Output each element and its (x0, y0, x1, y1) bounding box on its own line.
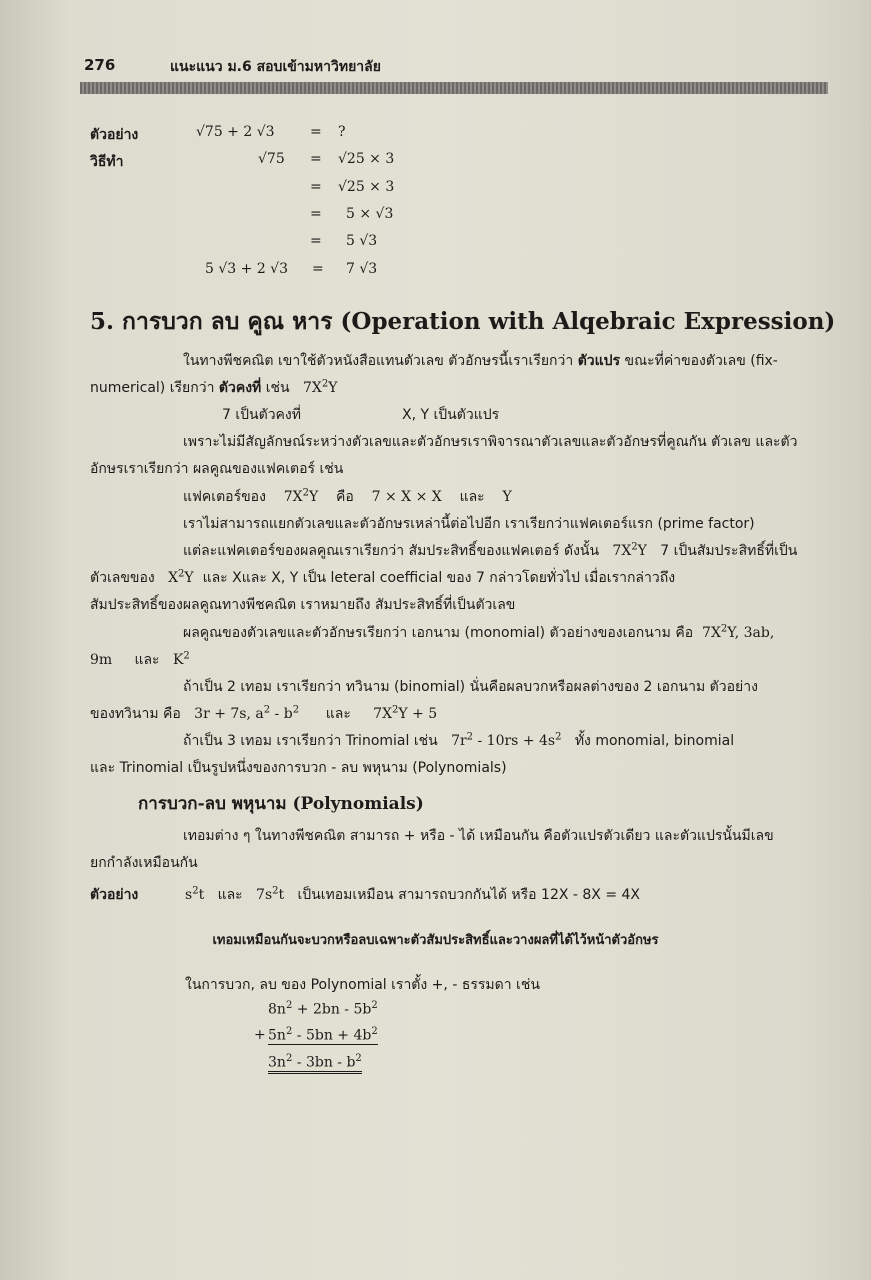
method-label: วิธีทำ (90, 154, 124, 170)
addition-row1: $8n^2 + 2bn - 5b^2$ (268, 1000, 378, 1018)
para7-line1: ถ้าเป็น 3 เทอม เราเรียกว่า Trinomial เช่น $7r^2 - 10rs + 4s^2$ ทั้ง monomial, binomial (183, 731, 735, 749)
para1-line3b: X, Y เป็นตัวแปร (402, 407, 500, 423)
addition-result: $3n^2 - 3bn - b^2$ (268, 1053, 362, 1074)
example1-eq: = (310, 124, 322, 140)
method-line6-eq: = (312, 261, 324, 277)
para8-line1: เทอมต่าง ๆ ในทางพีชคณิต สามารถ + หรือ - ได้ เหมือนกัน คือตัวแปรตัวเดียว และตัวแปรนั้นมีเลข (183, 828, 774, 844)
para3-line1: เราไม่สามารถแยกตัวเลขและตัวอักษรเหล่านี้ต่อไปอีก เราเรียกว่าแฟคเตอร์แรก (prime factor) (183, 516, 755, 532)
method-line3-eq: = (310, 179, 322, 195)
para4-line2: ตัวเลขของ $X^2Y$ และ Xและ X, Y เป็น leteral coefficial ของ 7 กล่าวโดยทั่วไป เมื่อเรากล่าวถึง (90, 568, 676, 586)
para6-line1: ถ้าเป็น 2 เทอม เราเรียกว่า ทวินาม (binomial) นั่นคือผลบวกหรือผลต่างของ 2 เอกนาม ตัวอย่าง (183, 679, 758, 695)
method-line4-rhs: 5 × √3 (346, 206, 394, 222)
para4-line1: แต่ละแฟคเตอร์ของผลคูณเราเรียกว่า สัมประสิทธิ์ของแฟคเตอร์ ดังนั้น $7X^2Y$ 7 เป็นสัมประสิทธิ์ที่เป็น (183, 541, 798, 559)
para1-l2-suffix: เช่น (265, 380, 290, 396)
page-number: 276 (84, 56, 116, 74)
addition-plus-sign: + (254, 1027, 266, 1043)
subsection-heading: การบวก-ลบ พหุนาม (Polynomials) (138, 794, 424, 814)
example1-expression: √75 + 2 √3 (196, 124, 275, 140)
para2-line3: แฟคเตอร์ของ $7X^2Y$ คือ 7 × X × X และ Y (183, 487, 512, 505)
rule-statement: เทอมเหมือนกันจะบวกหรือลบเฉพาะตัวสัมประสิทธิ์และวางผลที่ได้ไว้หน้าตัวอักษร (212, 933, 659, 948)
section-heading: 5. การบวก ลบ คูณ หาร (Operation with Alqebraic Expression) (90, 308, 836, 335)
para1-line1 (183, 350, 778, 372)
example-label: ตัวอย่าง (90, 127, 139, 143)
para4-line3: สัมประสิทธิ์ของผลคูณทางพีชคณิต เราหมายถึง สัมประสิทธิ์ที่เป็นตัวเลข (90, 597, 516, 613)
method-line3-rhs: √25 × 3 (338, 179, 395, 195)
method-line5-eq: = (310, 233, 322, 249)
example2-line: $s^2t$ และ $7s^2t$ เป็นเทอมเหมือน สามารถบวกกันได้ หรือ 12X - 8X = 4X (185, 885, 641, 903)
method-line6-rhs: 7 √3 (346, 261, 378, 277)
term-constant: ตัวคงที่ (218, 380, 262, 396)
method-line2-rhs: √25 × 3 (338, 151, 395, 167)
para1-text: ในทางพีชคณิต เขาใช้ตัวหนังสือแทนตัวเลข ตัวอักษรนี้เราเรียกว่า (183, 353, 574, 369)
para1-line2 (90, 377, 337, 399)
para2-line1: เพราะไม่มีสัญลักษณ์ระหว่างตัวเลขและตัวอักษรเราพิจารณาตัวเลขและตัวอักษรที่คูณกัน ตัวเลข และตัว (183, 434, 798, 450)
para1-l2-text: numerical) เรียกว่า (90, 380, 215, 396)
expr-7x2y: $7X^2Y$ (302, 378, 338, 396)
example1-rhs: ? (338, 124, 346, 140)
method-line5-rhs: 5 √3 (346, 233, 378, 249)
para1-line3a: 7 เป็นตัวคงที่ (222, 407, 301, 423)
para5-line2: 9m และ $K^2$ (90, 650, 190, 668)
addition-row2: $5n^2 - 5bn + 4b^2$ (268, 1026, 378, 1044)
method-line4-eq: = (310, 206, 322, 222)
para6-line2: ของทวินาม คือ 3r + 7s, $a^2 - b^2$ และ $7X^2Y + 5$ (90, 704, 438, 722)
para7-line2: และ Trinomial เป็นรูปหนึ่งของการบวก - ลบ พหุนาม (Polynomials) (90, 760, 507, 776)
para2-line2: อักษรเราเรียกว่า ผลคูณของแฟคเตอร์ เช่น (90, 461, 344, 477)
para5-line1: ผลคูณของตัวเลขและตัวอักษรเรียกว่า เอกนาม (monomial) ตัวอย่างของเอกนาม คือ $7X^2Y$, 3ab, (183, 623, 775, 641)
method-line2-lhs: √75 (258, 151, 285, 167)
para8-line2: ยกกำลังเหมือนกัน (90, 855, 198, 871)
para9-line1: ในการบวก, ลบ ของ Polynomial เราตั้ง +, - ธรรมดา เช่น (185, 977, 540, 993)
method-line2-eq: = (310, 151, 322, 167)
running-header-title: แนะแนว ม.6 สอบเข้ามหาวิทยาลัย (170, 59, 381, 75)
header-rule (80, 82, 828, 94)
method-line6-lhs: 5 √3 + 2 √3 (205, 261, 289, 277)
term-variable: ตัวแปร (577, 353, 621, 369)
para1-text-end: ขณะที่ค่าของตัวเลข (fix- (624, 353, 778, 369)
example2-label: ตัวอย่าง (90, 887, 139, 903)
